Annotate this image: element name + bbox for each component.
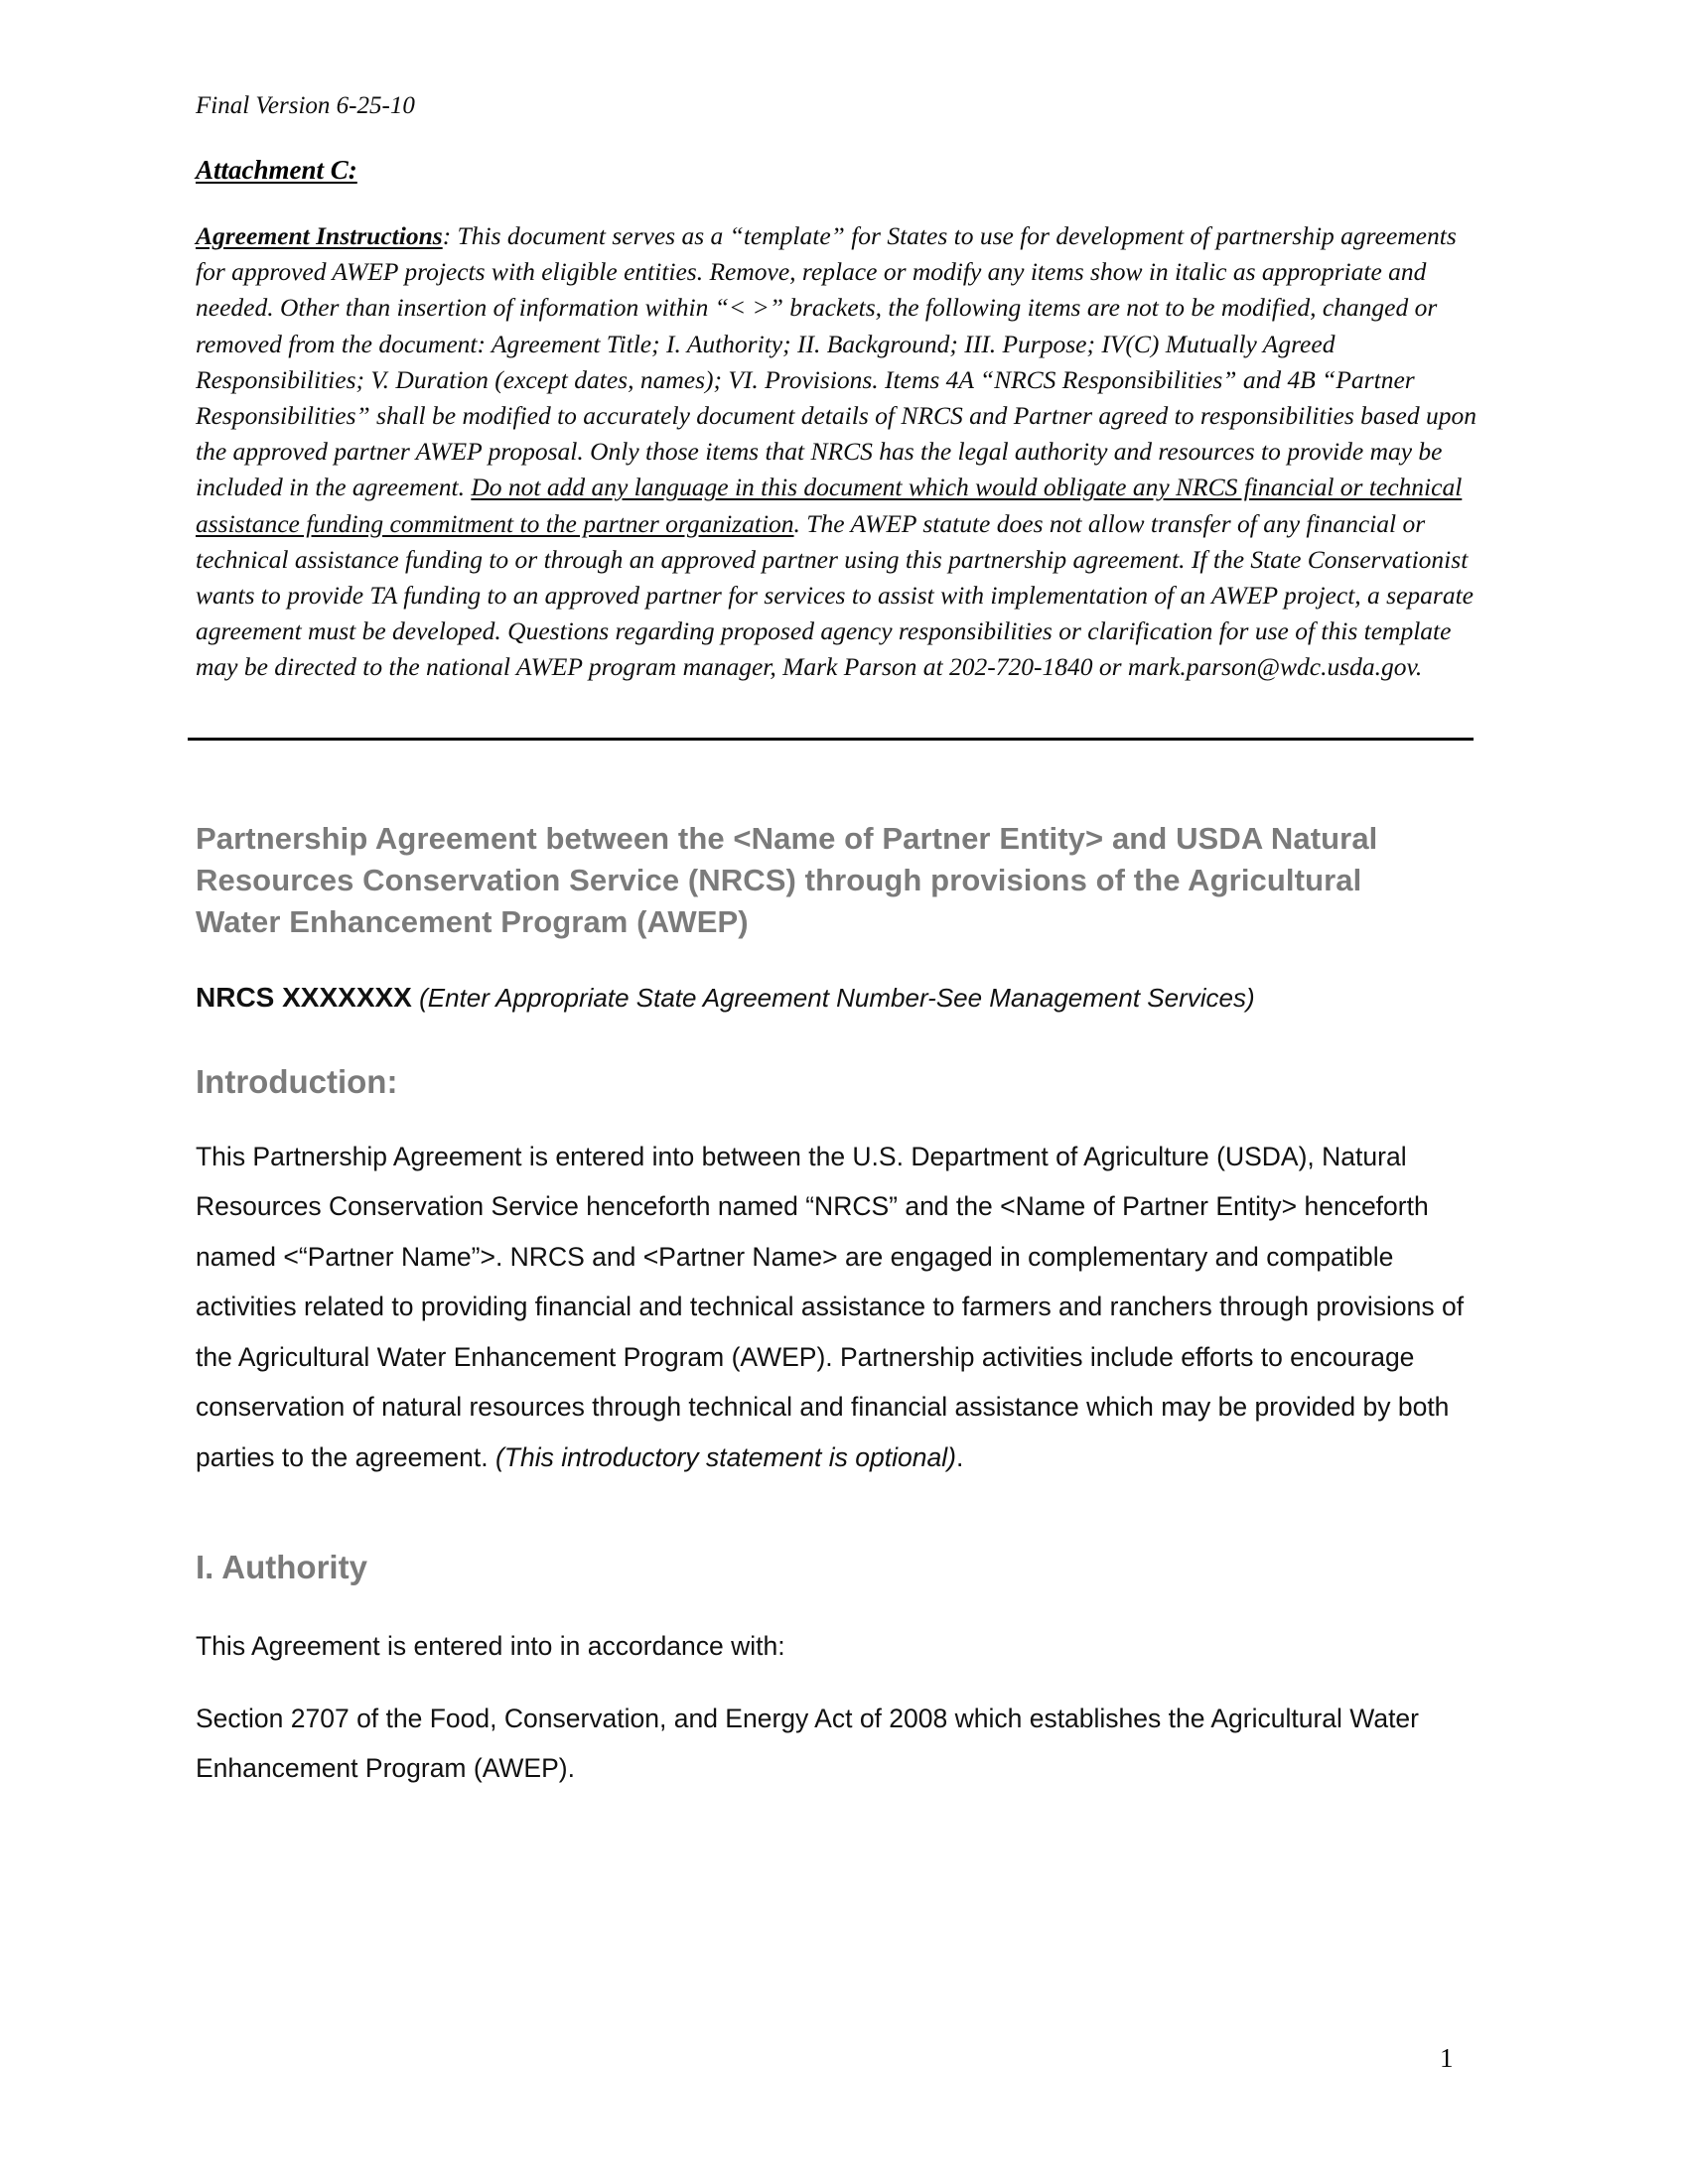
instructions-text-part-1: : This document serves as a “template” for States to use for development of partnership agreements for approved AWEP projects with eligible entities. Remove, replace or modify any items show in italic as appropriate and needed. Other than insertion of information within “< >” brackets, the following items are not to be modified, changed or removed from the document: Agreement Title; I. Authority; II. Background; III. Purpose; IV(C) Mutually Agreed Responsibilities; V. Duration (except dates, names); VI. Provisions. Items 4A “NRCS Responsibilities” and 4B “Partner Responsibilities” shall be modified to accurately document details of NRCS and Partner agreed to responsibilities based upon the approved partner AWEP proposal. Only those items that NRCS has the legal authority and resources to provide may be included in the agreement. [196,221,1477,502]
agreement-instructions-paragraph [196,218,1486,686]
version-line: Final Version 6-25-10 [196,92,415,119]
agreement-number-note: (Enter Appropriate State Agreement Number-See Management Services) [411,982,1255,1013]
paragraph-authority-intro: This Agreement is entered into in accordance with: [196,1631,785,1662]
heading-introduction: Introduction: [196,1062,398,1100]
page-number: 1 [1440,2043,1454,2073]
agreement-number-code: NRCS XXXXXXX [196,981,412,1013]
instructions-underlined-clause: Do not add any language in this document which would obligate any NRCS financial or technical assistance funding commitment to the partner organization [196,473,1463,538]
paragraph-authority-section: Section 2707 of the Food, Conservation, and Energy Act of 2008 which establishes the Agricultural Water Enhancement Program (AWEP). [196,1703,1419,1784]
paragraph-introduction [196,1132,1472,1483]
section-divider-rule [188,738,1474,741]
introduction-main-text: This Partnership Agreement is entered into between the U.S. Department of Agriculture (USDA), Natural Resources Conservation Service henceforth named “NRCS” and the <Name of Partner Entity> henceforth named <“Partner Name”>. NRCS and <Partner Name> are engaged in complementary and compatible activities related to providing financial and technical assistance to farmers and ranchers through provisions of the Agricultural Water Enhancement Program (AWEP). Partnership activities include efforts to encourage conservation of natural resources through technical and financial assistance which may be provided by both parties to the agreement. [196,1141,1465,1472]
instructions-text-part-2: . The AWEP statute does not allow transfer of any financial or technical assistance funding to or through an approved partner using this partnership agreement. If the State Conservationist wants to provide TA funding to an approved partner for services to assist with implementation of an AWEP project, a separate agreement must be developed. Questions regarding proposed agency responsibilities or clarification for use of this template may be directed to the national AWEP program manager, Mark Parson at 202-720-1840 or mark.parson@wdc.usda.gov. [196,508,1474,682]
document-title: Partnership Agreement between the <Name of Partner Entity> and USDA Natural Resources Conservation Service (NRCS) through provisions of the Agricultural Water Enhancement Program (AWEP) [196,820,1378,939]
introduction-italic-note: (This introductory statement is optional) [494,1441,956,1472]
page-content [196,0,1486,1794]
introduction-tail: . [955,1441,964,1472]
agreement-number-line [196,981,1486,1015]
attachment-label-text: Attachment C: [196,155,357,185]
heading-authority: I. Authority [196,1549,367,1586]
attachment-label [196,155,1486,185]
instructions-lead-label: Agreement Instructions [196,221,443,250]
